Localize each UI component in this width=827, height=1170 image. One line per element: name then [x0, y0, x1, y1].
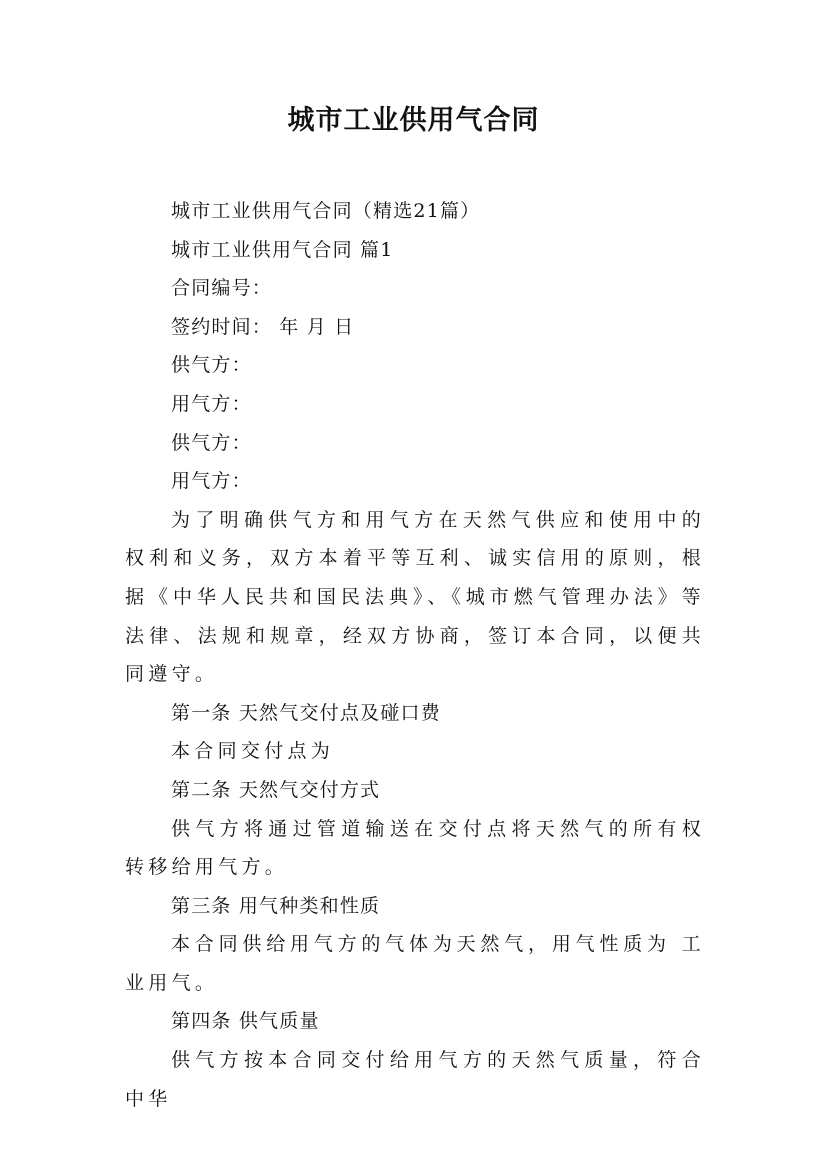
user-field: 用气方：	[171, 470, 252, 493]
subtitle-paragraph: 城市工业供用气合同（精选21篇）	[171, 200, 481, 222]
contract-number-field: 合同编号：	[171, 277, 273, 300]
article-heading: 第二条 天然气交付方式	[171, 778, 381, 801]
article-body-paragraph: 本合同供给用气方的气体为天然气，用气性质为 工业用气。	[125, 933, 705, 994]
user-field: 用气方：	[171, 392, 252, 415]
document-body	[125, 192, 705, 1118]
signing-date-field: 签约时间： 年 月 日	[171, 315, 355, 338]
article-body-paragraph: 供气方按本合同交付给用气方的天然气质量，符合中华	[125, 1049, 705, 1110]
section-heading-paragraph: 城市工业供用气合同 篇1	[171, 238, 394, 261]
document-title: 城市工业供用气合同	[287, 105, 540, 136]
article-heading: 第一条 天然气交付点及碰口费	[171, 701, 441, 724]
article-heading: 第四条 供气质量	[171, 1010, 320, 1033]
supplier-field: 供气方：	[171, 354, 252, 377]
supplier-field: 供气方：	[171, 431, 252, 454]
article-heading: 第三条 用气种类和性质	[171, 894, 381, 917]
preamble-paragraph: 为了明确供气方和用气方在天然气供应和使用中的权利和义务，双方本着平等互利、诚实信用的原则，根据《中华人民共和国民法典》、《城市燃气管理办法》等法律、法规和规章，经双方协商，签订本合同，以便共同遵守。	[125, 508, 705, 686]
article-body-paragraph: 供气方将通过管道输送在交付点将天然气的所有权转移给用气方。	[125, 817, 705, 879]
article-body-paragraph: 本合同交付点为	[171, 740, 335, 763]
